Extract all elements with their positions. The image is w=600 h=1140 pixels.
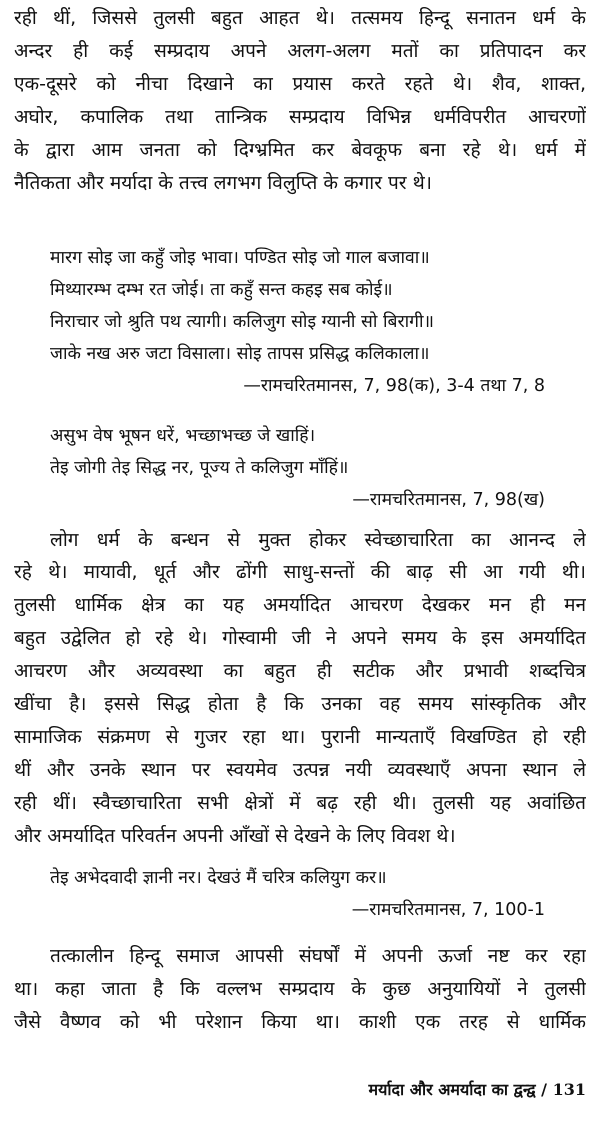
- text-line: नैतिकता और मर्यादा के तत्त्व लगभग विलुप्ति के कगार पर थे।: [14, 172, 432, 194]
- text-line: के द्वारा आम जनता को दिग्भ्रमित कर बेवकूफ बना रहे थे। धर्म में: [14, 139, 586, 161]
- text-line: रही थीं। स्वैच्छाचारिता सभी क्षेत्रों में बढ़ रही थी। तुलसी यह अवांछित: [14, 792, 586, 814]
- footer-separator: /: [535, 1080, 553, 1099]
- text-line: अघोर, कपालिक तथा तान्त्रिक सम्प्रदाय विभिन्न धर्मविपरीत आचरणों: [14, 106, 586, 128]
- verse-citation: —रामचरितमानस, 7, 98(क), 3-4 तथा 7, 8: [243, 376, 545, 396]
- page-footer: [369, 1078, 586, 1100]
- verse-citation: —रामचरितमानस, 7, 100-1: [351, 900, 545, 920]
- page-number: 131: [552, 1080, 586, 1099]
- verse-citation: —रामचरितमानस, 7, 98(ख): [352, 490, 545, 510]
- verse-line: जाके नख अरु जटा विसाला। सोइ तापस प्रसिद्ध कलिकाला॥: [50, 344, 430, 364]
- running-title: मर्यादा और अमर्यादा का द्वन्द्व: [368, 1080, 536, 1099]
- text-line: खींचा है। इससे सिद्ध होता है कि उनका वह समय सांस्कृतिक और: [14, 693, 586, 715]
- verse-line: मिथ्यारम्भ दम्भ रत जोई। ता कहुँ सन्त कहइ सब कोई॥: [50, 280, 393, 300]
- text-line: रहे थे। मायावी, धूर्त और ढोंगी साधु-सन्तों की बाढ़ सी आ गयी थी।: [14, 561, 586, 583]
- text-line: थीं और उनके स्थान पर स्वयमेव उत्पन्न नयी व्यवस्थाएँ अपना स्थान ले: [14, 759, 586, 781]
- verse-line: तेइ अभेदवादी ज्ञानी नर। देखउं मैं चरित्र कलियुग कर॥: [50, 868, 387, 888]
- verse-line: तेइ जोगी तेइ सिद्ध नर, पूज्य ते कलिजुग माँहिं॥: [50, 458, 349, 478]
- text-line: तत्कालीन हिन्दू समाज आपसी संघर्षों में अपनी ऊर्जा नष्ट कर रहा: [50, 945, 586, 967]
- text-line: आचरण और अव्यवस्था का बहुत ही सटीक और प्रभावी शब्दचित्र: [14, 660, 586, 682]
- text-line: जैसे वैष्णव को भी परेशान किया था। काशी एक तरह से धार्मिक: [14, 1011, 586, 1033]
- text-line: अन्दर ही कई सम्प्रदाय अपने अलग-अलग मतों का प्रतिपादन कर: [14, 40, 586, 62]
- verse-line: मारग सोइ जा कहुँ जोइ भावा। पण्डित सोइ जो गाल बजावा॥: [50, 248, 430, 268]
- text-line: सामाजिक संक्रमण से गुजर रहा था। पुरानी मान्यताएँ विखण्डित हो रही: [14, 726, 586, 748]
- text-line: और अमर्यादित परिवर्तन अपनी आँखों से देखने के लिए विवश थे।: [14, 825, 456, 847]
- verse-line: असुभ वेष भूषन धरें, भच्छाभच्छ जे खाहिं।: [50, 426, 316, 446]
- text-line: बहुत उद्वेलित हो रहे थे। गोस्वामी जी ने अपने समय के इस अमर्यादित: [14, 627, 586, 649]
- text-line: एक-दूसरे को नीचा दिखाने का प्रयास करते रहते थे। शैव, शाक्त,: [14, 73, 586, 95]
- text-line: रही थीं, जिससे तुलसी बहुत आहत थे। तत्समय हिन्दू सनातन धर्म के: [14, 7, 586, 29]
- text-line: था। कहा जाता है कि वल्लभ सम्प्रदाय के कुछ अनुयायियों ने तुलसी: [14, 978, 586, 1000]
- verse-line: निराचार जो श्रुति पथ त्यागी। कलिजुग सोइ ग्यानी सो बिरागी॥: [50, 312, 435, 332]
- text-line: तुलसी धार्मिक क्षेत्र का यह अमर्यादित आचरण देखकर मन ही मन: [14, 594, 586, 616]
- text-line: लोग धर्म के बन्धन से मुक्त होकर स्वेच्छाचारिता का आनन्द ले: [50, 529, 586, 551]
